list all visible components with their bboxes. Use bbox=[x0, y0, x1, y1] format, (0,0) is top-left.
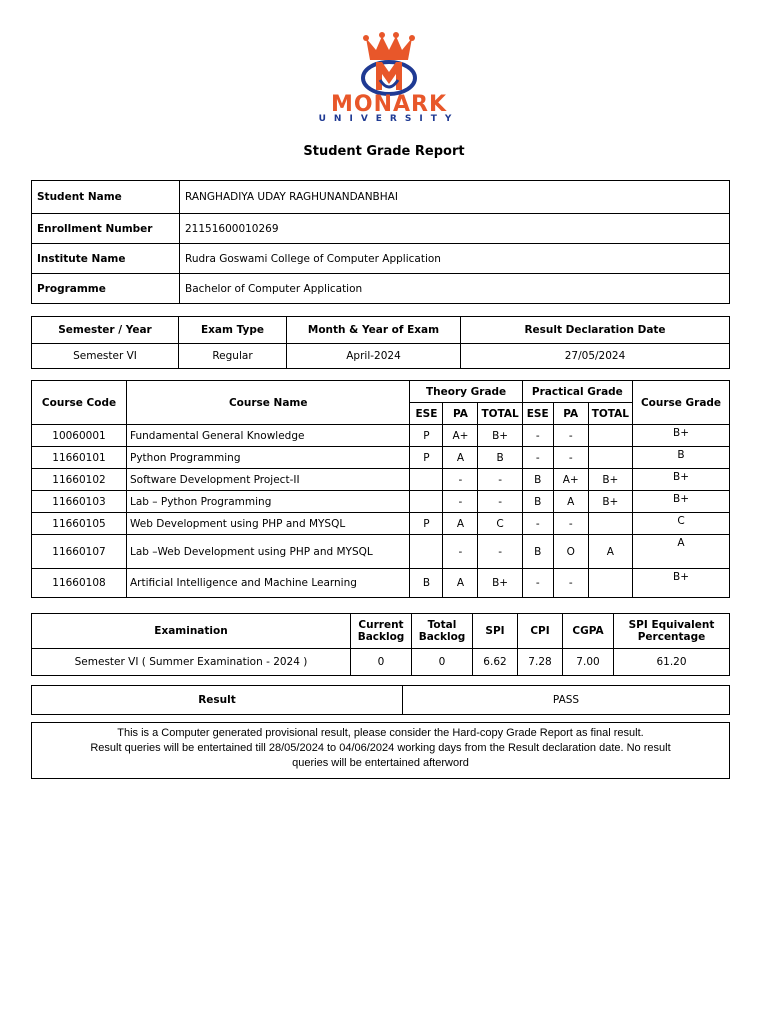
grades-table bbox=[31, 380, 730, 598]
course-name: Web Development using PHP and MYSQL bbox=[127, 513, 410, 535]
summary-table bbox=[31, 613, 730, 676]
theory-ese bbox=[410, 491, 443, 513]
theory-pa: - bbox=[443, 469, 478, 491]
info-value: 21151600010269 bbox=[180, 214, 730, 244]
exam-header: Result Declaration Date bbox=[461, 317, 730, 344]
summary-value: Semester VI ( Summer Examination - 2024 ) bbox=[32, 649, 351, 676]
exam-value: 27/05/2024 bbox=[461, 344, 730, 369]
info-row bbox=[32, 244, 730, 274]
exam-value-row bbox=[32, 344, 730, 369]
course-grade: B+ bbox=[633, 491, 730, 513]
grade-row bbox=[32, 491, 730, 513]
practical-ese: - bbox=[522, 513, 553, 535]
theory-pa: - bbox=[443, 491, 478, 513]
info-value: Bachelor of Computer Application bbox=[180, 274, 730, 304]
practical-total-header: TOTAL bbox=[588, 403, 632, 425]
practical-grade-header: Practical Grade bbox=[522, 381, 632, 403]
info-label: Enrollment Number bbox=[32, 214, 180, 244]
theory-ese: P bbox=[410, 513, 443, 535]
course-name-header: Course Name bbox=[127, 381, 410, 425]
practical-pa: - bbox=[553, 513, 588, 535]
grade-row bbox=[32, 447, 730, 469]
note-line: Result queries will be entertained till 28/05/2024 to 04/06/2024 working days from the Result declaration date. No result bbox=[90, 742, 671, 754]
course-name: Lab – Python Programming bbox=[127, 491, 410, 513]
summary-header: Current Backlog bbox=[351, 614, 412, 649]
course-name: Lab –Web Development using PHP and MYSQL bbox=[127, 535, 410, 569]
practical-total: B+ bbox=[588, 469, 632, 491]
info-label: Programme bbox=[32, 274, 180, 304]
exam-header: Exam Type bbox=[179, 317, 287, 344]
course-name: Artificial Intelligence and Machine Learning bbox=[127, 569, 410, 598]
theory-total: C bbox=[478, 513, 522, 535]
course-code: 10060001 bbox=[32, 425, 127, 447]
course-grade: B bbox=[633, 447, 730, 469]
theory-ese bbox=[410, 469, 443, 491]
theory-total: B+ bbox=[478, 569, 522, 598]
note-line: queries will be entertained afterword bbox=[292, 757, 469, 769]
info-row bbox=[32, 214, 730, 244]
logo-wordmark: MONARK bbox=[330, 92, 448, 117]
summary-header: SPI bbox=[473, 614, 518, 649]
theory-total: B bbox=[478, 447, 522, 469]
course-grade: B+ bbox=[633, 425, 730, 447]
course-grade: A bbox=[633, 535, 730, 569]
student-info-table bbox=[31, 180, 730, 304]
theory-ese: P bbox=[410, 447, 443, 469]
grade-row bbox=[32, 425, 730, 447]
practical-pa: A+ bbox=[553, 469, 588, 491]
grade-row bbox=[32, 535, 730, 569]
info-label: Student Name bbox=[32, 181, 180, 214]
summary-value-row bbox=[32, 649, 730, 676]
practical-pa: O bbox=[553, 535, 588, 569]
practical-ese: - bbox=[522, 425, 553, 447]
theory-pa: A bbox=[443, 447, 478, 469]
course-code-header: Course Code bbox=[32, 381, 127, 425]
exam-info-table bbox=[31, 316, 730, 369]
practical-ese: B bbox=[522, 535, 553, 569]
course-grade: B+ bbox=[633, 569, 730, 598]
practical-total bbox=[588, 513, 632, 535]
theory-pa: A bbox=[443, 569, 478, 598]
summary-value: 0 bbox=[412, 649, 473, 676]
theory-grade-header: Theory Grade bbox=[410, 381, 522, 403]
course-name: Software Development Project-II bbox=[127, 469, 410, 491]
result-table bbox=[31, 685, 730, 715]
theory-pa-header: PA bbox=[443, 403, 478, 425]
practical-ese: - bbox=[522, 447, 553, 469]
theory-pa: A bbox=[443, 513, 478, 535]
theory-total: - bbox=[478, 535, 522, 569]
info-row bbox=[32, 274, 730, 304]
practical-pa: - bbox=[553, 569, 588, 598]
practical-pa-header: PA bbox=[553, 403, 588, 425]
practical-total bbox=[588, 425, 632, 447]
practical-ese: B bbox=[522, 469, 553, 491]
summary-value: 61.20 bbox=[614, 649, 730, 676]
course-code: 11660108 bbox=[32, 569, 127, 598]
exam-value: April-2024 bbox=[287, 344, 461, 369]
theory-pa: A+ bbox=[443, 425, 478, 447]
summary-header: SPI Equivalent Percentage bbox=[614, 614, 730, 649]
theory-total: - bbox=[478, 469, 522, 491]
summary-value: 7.28 bbox=[518, 649, 563, 676]
university-logo bbox=[296, 30, 482, 126]
course-code: 11660105 bbox=[32, 513, 127, 535]
summary-value: 7.00 bbox=[563, 649, 614, 676]
disclaimer-note bbox=[31, 722, 730, 779]
logo-subtext: UNIVERSITY bbox=[318, 114, 460, 124]
practical-total bbox=[588, 447, 632, 469]
grades-header-row bbox=[32, 381, 730, 403]
course-name: Python Programming bbox=[127, 447, 410, 469]
summary-value: 0 bbox=[351, 649, 412, 676]
theory-ese bbox=[410, 535, 443, 569]
course-code: 11660107 bbox=[32, 535, 127, 569]
course-code: 11660103 bbox=[32, 491, 127, 513]
info-label: Institute Name bbox=[32, 244, 180, 274]
course-grade: C bbox=[633, 513, 730, 535]
practical-pa: - bbox=[553, 425, 588, 447]
info-value: RANGHADIYA UDAY RAGHUNANDANBHAI bbox=[180, 181, 730, 214]
practical-pa: A bbox=[553, 491, 588, 513]
grade-rows bbox=[32, 425, 730, 598]
practical-total bbox=[588, 569, 632, 598]
exam-value: Regular bbox=[179, 344, 287, 369]
summary-header: CGPA bbox=[563, 614, 614, 649]
summary-header: CPI bbox=[518, 614, 563, 649]
course-code: 11660102 bbox=[32, 469, 127, 491]
grade-row bbox=[32, 569, 730, 598]
practical-ese: - bbox=[522, 569, 553, 598]
theory-total: B+ bbox=[478, 425, 522, 447]
course-name: Fundamental General Knowledge bbox=[127, 425, 410, 447]
theory-pa: - bbox=[443, 535, 478, 569]
course-code: 11660101 bbox=[32, 447, 127, 469]
summary-header: Total Backlog bbox=[412, 614, 473, 649]
course-grade: B+ bbox=[633, 469, 730, 491]
note-line: This is a Computer generated provisional result, please consider the Hard-copy Grade Report as final result. bbox=[117, 727, 644, 739]
result-row bbox=[32, 686, 730, 715]
summary-value: 6.62 bbox=[473, 649, 518, 676]
theory-ese: P bbox=[410, 425, 443, 447]
theory-ese-header: ESE bbox=[410, 403, 443, 425]
exam-header: Month & Year of Exam bbox=[287, 317, 461, 344]
theory-total: - bbox=[478, 491, 522, 513]
grade-row bbox=[32, 469, 730, 491]
practical-total: B+ bbox=[588, 491, 632, 513]
course-grade-header: Course Grade bbox=[633, 381, 730, 425]
summary-header-row bbox=[32, 614, 730, 649]
info-row bbox=[32, 181, 730, 214]
grade-row bbox=[32, 513, 730, 535]
result-label: Result bbox=[32, 686, 403, 715]
exam-header: Semester / Year bbox=[32, 317, 179, 344]
theory-ese: B bbox=[410, 569, 443, 598]
result-value: PASS bbox=[403, 686, 730, 715]
summary-header: Examination bbox=[32, 614, 351, 649]
practical-total: A bbox=[588, 535, 632, 569]
exam-value: Semester VI bbox=[32, 344, 179, 369]
exam-header-row bbox=[32, 317, 730, 344]
theory-total-header: TOTAL bbox=[478, 403, 522, 425]
practical-pa: - bbox=[553, 447, 588, 469]
info-value: Rudra Goswami College of Computer Application bbox=[180, 244, 730, 274]
practical-ese-header: ESE bbox=[522, 403, 553, 425]
page-title: Student Grade Report bbox=[303, 144, 465, 159]
practical-ese: B bbox=[522, 491, 553, 513]
